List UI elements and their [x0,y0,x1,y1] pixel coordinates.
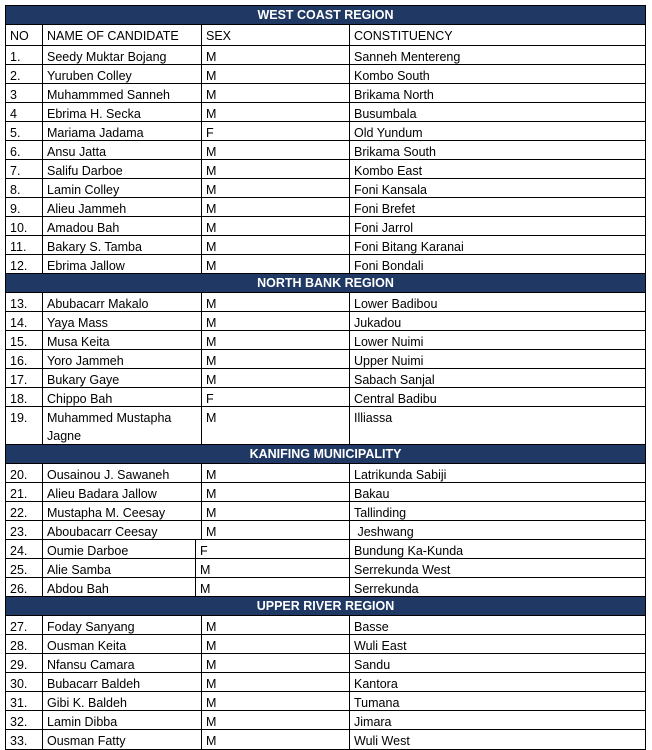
table-row [6,578,645,597]
candidate-number: 1. [6,46,43,64]
region-header: NORTH BANK REGION [6,274,645,293]
candidates-table [5,5,646,750]
candidate-name: Amadou Bah [43,217,202,235]
candidate-sex: M [202,616,350,634]
candidate-number: 21. [6,483,43,501]
candidate-number: 22. [6,502,43,520]
candidate-name: Muhammed Mustapha Jagne [43,407,202,444]
candidate-name: Bukary Gaye [43,369,202,387]
table-row [6,464,645,483]
region-header: UPPER RIVER REGION [6,597,645,616]
table-row [6,730,645,749]
candidate-sex: M [202,369,350,387]
candidate-sex: M [202,483,350,501]
candidate-sex: M [202,730,350,749]
candidate-constituency: Upper Nuimi [354,354,424,368]
candidate-number: 32. [6,711,43,729]
candidate-constituency: Jimara [354,715,392,729]
candidate-sex: M [202,179,350,197]
candidate-constituency: Basse [354,620,389,634]
candidate-sex: M [202,141,350,159]
table-row [6,711,645,730]
candidate-sex: M [202,312,350,330]
candidate-constituency: Foni Bitang Karanai [354,240,464,254]
candidate-sex: M [202,65,350,83]
candidate-number: 23. [6,521,43,539]
candidate-name: Alie Samba [43,559,196,577]
candidate-number: 27. [6,616,43,634]
candidate-sex: M [196,559,350,577]
table-row [6,122,645,141]
candidate-constituency: Serrekunda West [354,563,451,577]
table-row [6,407,645,445]
candidate-constituency: Sanneh Mentereng [354,50,461,64]
candidate-number: 9. [6,198,43,216]
candidate-name: Yoro Jammeh [43,350,202,368]
candidate-name: Muhammmed Sanneh [43,84,202,102]
candidate-constituency: Lower Badibou [354,297,438,311]
candidate-constituency: Busumbala [354,107,417,121]
candidate-constituency: Lower Nuimi [354,335,424,349]
table-header-row [6,25,645,46]
region-header: KANIFING MUNICIPALITY [6,445,645,464]
candidate-sex: M [202,103,350,121]
candidate-constituency: Brikama South [354,145,436,159]
candidate-sex: M [202,711,350,729]
candidate-number: 30. [6,673,43,691]
candidate-sex: M [202,692,350,710]
candidate-name: Lamin Dibba [43,711,202,729]
table-row [6,616,645,635]
candidate-sex: M [202,407,350,444]
candidate-sex: M [202,255,350,273]
candidate-sex: F [202,122,350,140]
candidate-number: 16. [6,350,43,368]
candidate-number: 29. [6,654,43,672]
candidate-name: Ebrima Jallow [43,255,202,273]
table-row [6,540,645,559]
table-row [6,654,645,673]
candidate-name: Mustapha M. Ceesay [43,502,202,520]
candidate-sex: F [202,388,350,406]
table-row [6,502,645,521]
candidate-name: Abubacarr Makalo [43,293,202,311]
candidate-sex: M [202,198,350,216]
candidate-constituency: Serrekunda [354,582,419,596]
candidate-name: Oumie Darboe [43,540,196,558]
candidate-sex: M [202,236,350,254]
candidate-number: 6. [6,141,43,159]
table-row [6,559,645,578]
table-row [6,198,645,217]
candidate-constituency: Foni Kansala [354,183,427,197]
header-sex: SEX [202,25,350,45]
candidate-name: Alieu Badara Jallow [43,483,202,501]
candidate-constituency: Tallinding [354,506,407,520]
candidate-name: Abdou Bah [43,578,196,596]
candidate-sex: M [202,502,350,520]
candidate-name: Chippo Bah [43,388,202,406]
candidate-constituency: Illiassa [354,411,393,425]
candidate-constituency: Foni Bondali [354,259,424,273]
candidate-sex: M [202,350,350,368]
candidate-name: Salifu Darboe [43,160,202,178]
table-row [6,369,645,388]
candidate-constituency: Old Yundum [354,126,423,140]
header-constituency: CONSTITUENCY [354,29,453,43]
candidate-name: Ansu Jatta [43,141,202,159]
candidate-sex: M [202,331,350,349]
table-row [6,635,645,654]
candidate-number: 14. [6,312,43,330]
table-row [6,673,645,692]
candidate-constituency: Jukadou [354,316,402,330]
table-row [6,388,645,407]
candidate-sex: M [196,578,350,596]
candidate-name: Bubacarr Baldeh [43,673,202,691]
candidate-sex: F [196,540,350,558]
candidate-number: 18. [6,388,43,406]
candidate-number: 33. [6,730,43,749]
candidate-name: Gibi K. Baldeh [43,692,202,710]
table-row [6,350,645,369]
candidate-number: 11. [6,236,43,254]
candidate-constituency: Tumana [354,696,400,710]
candidate-constituency: Foni Jarrol [354,221,414,235]
candidate-name: Alieu Jammeh [43,198,202,216]
table-row [6,179,645,198]
candidate-name: Yuruben Colley [43,65,202,83]
table-row [6,293,645,312]
candidate-constituency: Kombo East [354,164,423,178]
table-row [6,103,645,122]
candidate-number: 4 [6,103,43,121]
candidate-number: 24. [6,540,43,558]
candidate-number: 25. [6,559,43,577]
candidate-number: 17. [6,369,43,387]
candidate-number: 26. [6,578,43,596]
candidate-number: 10. [6,217,43,235]
table-row [6,65,645,84]
candidate-number: 5. [6,122,43,140]
candidate-sex: M [202,293,350,311]
table-row [6,160,645,179]
table-row [6,483,645,502]
candidate-constituency: Latrikunda Sabiji [354,468,447,482]
candidate-number: 28. [6,635,43,653]
candidate-sex: M [202,84,350,102]
candidate-number: 15. [6,331,43,349]
candidate-number: 31. [6,692,43,710]
candidate-constituency: Foni Brefet [354,202,416,216]
table-row [6,84,645,103]
candidate-sex: M [202,635,350,653]
candidate-number: 19. [6,407,43,444]
candidate-number: 12. [6,255,43,273]
candidate-name: Seedy Muktar Bojang [43,46,202,64]
candidate-constituency: Brikama North [354,88,434,102]
region-header: WEST COAST REGION [6,6,645,25]
candidate-name: Ousman Keita [43,635,202,653]
candidate-name: Lamin Colley [43,179,202,197]
candidate-sex: M [202,160,350,178]
table-row [6,521,645,540]
header-name: NAME OF CANDIDATE [43,25,202,45]
candidate-name: Ebrima H. Secka [43,103,202,121]
candidate-number: 7. [6,160,43,178]
table-row [6,217,645,236]
candidate-sex: M [202,521,350,539]
candidate-constituency: Jeshwang [354,525,414,539]
table-row [6,692,645,711]
header-no: NO [6,25,43,45]
candidate-sex: M [202,673,350,691]
candidate-number: 20. [6,464,43,482]
candidate-constituency: Sabach Sanjal [354,373,435,387]
candidate-constituency: Bundung Ka-Kunda [354,544,464,558]
table-row [6,141,645,160]
candidate-number: 3 [6,84,43,102]
candidate-name: Ousman Fatty [43,730,202,749]
candidate-number: 13. [6,293,43,311]
table-row [6,255,645,274]
candidate-name: Aboubacarr Ceesay [43,521,202,539]
candidate-sex: M [202,654,350,672]
candidate-name: Yaya Mass [43,312,202,330]
candidate-sex: M [202,217,350,235]
table-row [6,236,645,255]
candidate-name: Foday Sanyang [43,616,202,634]
candidate-constituency: Bakau [354,487,390,501]
candidate-constituency: Central Badibu [354,392,437,406]
table-row [6,46,645,65]
table-row [6,331,645,350]
candidate-sex: M [202,464,350,482]
candidate-name: Nfansu Camara [43,654,202,672]
candidate-name: Musa Keita [43,331,202,349]
candidate-number: 2. [6,65,43,83]
candidate-name: Bakary S. Tamba [43,236,202,254]
candidate-number: 8. [6,179,43,197]
candidate-constituency: Wuli East [354,639,407,653]
candidate-name: Mariama Jadama [43,122,202,140]
candidate-name: Ousainou J. Sawaneh [43,464,202,482]
candidate-constituency: Kombo South [354,69,430,83]
candidate-constituency: Sandu [354,658,391,672]
table-row [6,312,645,331]
candidate-constituency: Wuli West [354,734,410,748]
candidate-sex: M [202,46,350,64]
candidate-constituency: Kantora [354,677,398,691]
